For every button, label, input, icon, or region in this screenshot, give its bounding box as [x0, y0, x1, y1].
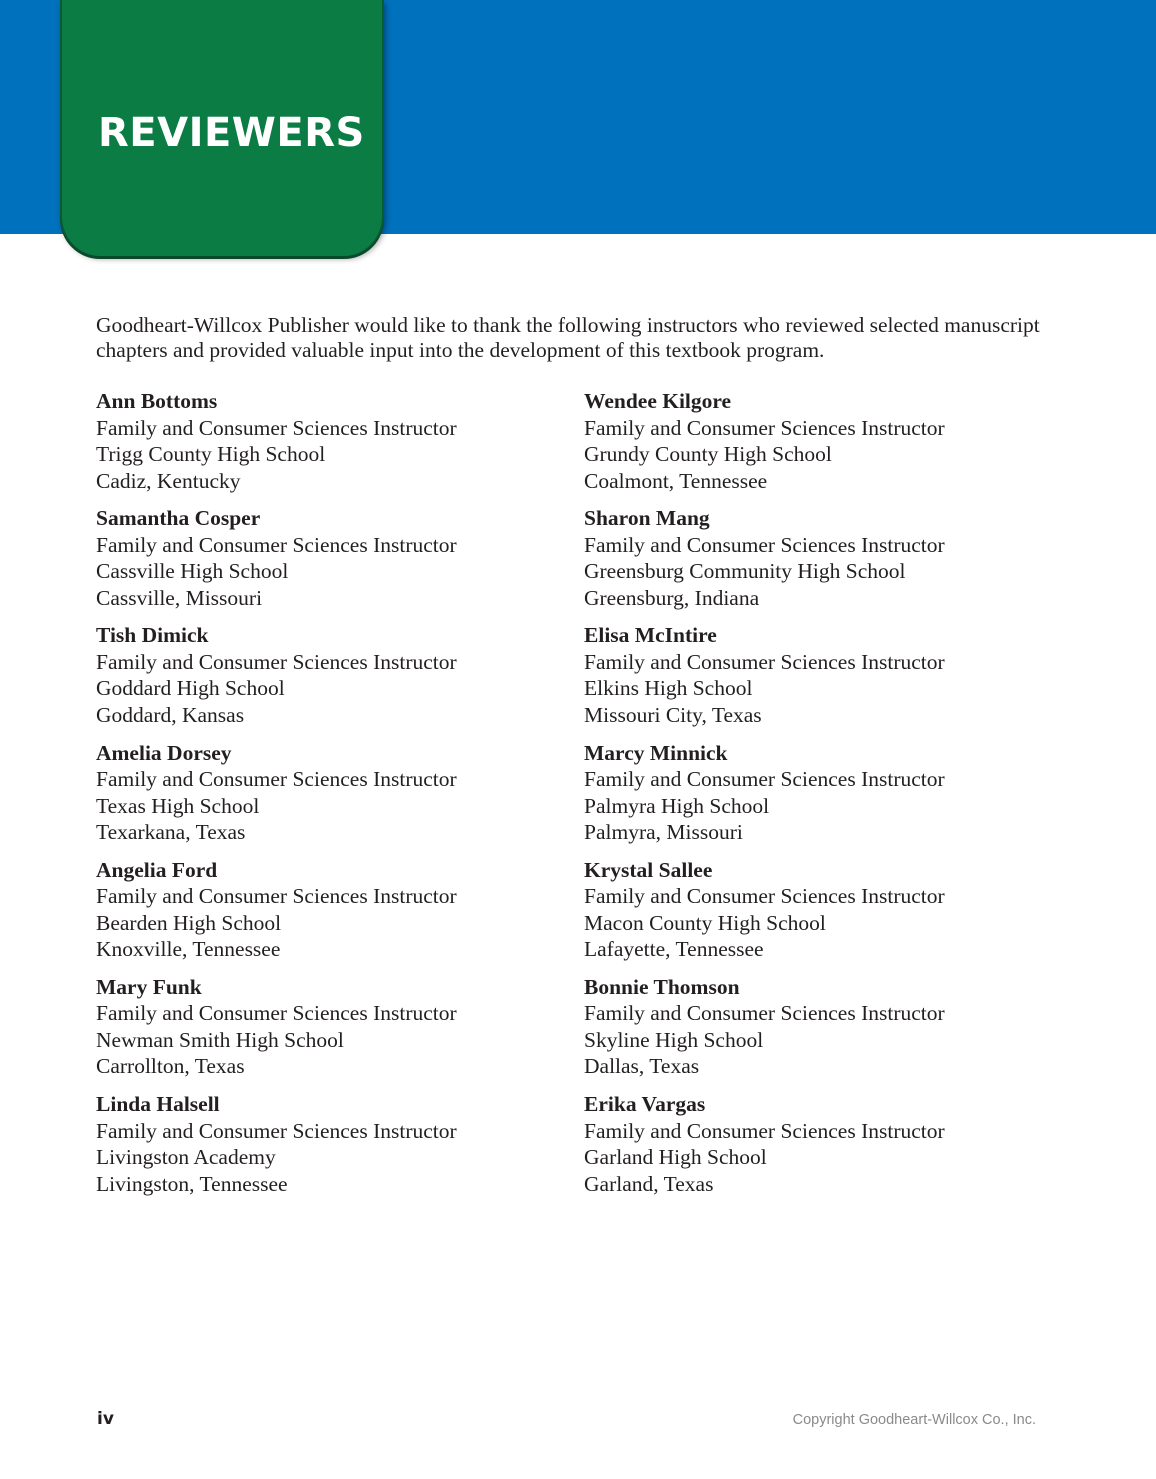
- reviewer-school: Texas High School: [96, 793, 260, 818]
- reviewer-title: Family and Consumer Sciences Instructor: [584, 1118, 945, 1143]
- reviewer-title: Family and Consumer Sciences Instructor: [584, 1001, 945, 1026]
- reviewer-location: Missouri City, Texas: [584, 702, 762, 727]
- reviewer-school: Macon County High School: [584, 910, 826, 935]
- reviewers-right-column: [584, 388, 1054, 1208]
- reviewer-title: Family and Consumer Sciences Instructor: [584, 767, 945, 792]
- reviewer-location: Garland, Texas: [584, 1171, 714, 1196]
- reviewer-location: Livingston, Tennessee: [96, 1171, 288, 1196]
- reviewer-title: Family and Consumer Sciences Instructor: [584, 884, 945, 909]
- copyright-notice: Copyright Goodheart-Willcox Co., Inc.: [792, 1412, 1036, 1428]
- reviewer-name: Amelia Dorsey: [96, 740, 232, 765]
- reviewer-name: Wendee Kilgore: [584, 389, 732, 413]
- reviewer-school: Grundy County High School: [584, 442, 832, 466]
- reviewer-name: Bonnie Thomson: [584, 974, 740, 999]
- intro-paragraph: Goodheart-Willcox Publisher would like to thank the following instructors who reviewed selected manuscript chapters and provided valuable input into the development of this textbook program.: [96, 313, 1040, 362]
- reviewer-school: Goddard High School: [96, 676, 285, 701]
- reviewer-entry: [584, 1091, 1054, 1208]
- reviewer-entry: [96, 857, 566, 974]
- reviewer-school: Elkins High School: [584, 676, 753, 701]
- reviewer-school: Livingston Academy: [96, 1145, 276, 1170]
- reviewer-location: Greensburg, Indiana: [584, 585, 760, 610]
- reviewer-name: Linda Halsell: [96, 1092, 220, 1117]
- page-title: REVIEWERS: [98, 110, 365, 156]
- reviewer-location: Knoxville, Tennessee: [96, 937, 281, 962]
- reviewer-location: Palmyra, Missouri: [584, 820, 743, 845]
- reviewer-title: Family and Consumer Sciences Instructor: [96, 1118, 457, 1143]
- reviewer-school: Palmyra High School: [584, 793, 770, 818]
- reviewer-location: Cassville, Missouri: [96, 585, 263, 610]
- reviewer-school: Garland High School: [584, 1145, 767, 1170]
- reviewer-name: Marcy Minnick: [584, 740, 728, 765]
- reviewer-entry: [584, 740, 1054, 857]
- reviewer-name: Ann Bottoms: [96, 389, 218, 413]
- reviewer-location: Texarkana, Texas: [96, 820, 246, 845]
- reviewer-location: Lafayette, Tennessee: [584, 937, 764, 962]
- reviewer-entry: [584, 857, 1054, 974]
- reviewer-school: Trigg County High School: [96, 442, 326, 466]
- reviewer-entry: [96, 388, 566, 505]
- reviewer-entry: [96, 1091, 566, 1208]
- reviewer-entry: [584, 622, 1054, 739]
- reviewer-name: Elisa McIntire: [584, 623, 717, 648]
- reviewer-title: Family and Consumer Sciences Instructor: [96, 649, 457, 674]
- reviewer-school: Cassville High School: [96, 559, 289, 584]
- reviewer-title: Family and Consumer Sciences Instructor: [96, 532, 457, 557]
- reviewer-school: Skyline High School: [584, 1027, 764, 1052]
- reviewer-entry: [584, 388, 1054, 505]
- reviewer-entry: [96, 622, 566, 739]
- reviewer-location: Cadiz, Kentucky: [96, 468, 241, 493]
- reviewer-entry: [584, 974, 1054, 1091]
- reviewer-school: Bearden High School: [96, 910, 282, 935]
- reviewer-title: Family and Consumer Sciences Instructor: [96, 884, 457, 909]
- reviewer-school: Greensburg Community High School: [584, 559, 906, 584]
- reviewer-school: Newman Smith High School: [96, 1027, 344, 1052]
- reviewer-title: Family and Consumer Sciences Instructor: [96, 1001, 457, 1026]
- title-tab: [60, 0, 384, 256]
- page-number: iv: [97, 1409, 114, 1429]
- reviewer-entry: [96, 505, 566, 622]
- reviewer-location: Goddard, Kansas: [96, 702, 245, 727]
- reviewer-title: Family and Consumer Sciences Instructor: [96, 767, 457, 792]
- reviewer-title: Family and Consumer Sciences Instructor: [584, 532, 945, 557]
- reviewer-location: Dallas, Texas: [584, 1054, 700, 1079]
- reviewer-entry: [584, 505, 1054, 622]
- reviewer-entry: [96, 740, 566, 857]
- reviewer-title: Family and Consumer Sciences Instructor: [584, 649, 945, 674]
- reviewer-name: Samantha Cosper: [96, 506, 261, 531]
- reviewer-name: Angelia Ford: [96, 857, 218, 882]
- reviewer-name: Mary Funk: [96, 974, 202, 999]
- reviewer-entry: [96, 974, 566, 1091]
- reviewer-name: Tish Dimick: [96, 623, 209, 648]
- reviewer-name: Krystal Sallee: [584, 857, 713, 882]
- reviewer-title: Family and Consumer Sciences Instructor: [584, 415, 945, 440]
- reviewer-location: Carrollton, Texas: [96, 1054, 245, 1079]
- reviewer-location: Coalmont, Tennessee: [584, 468, 768, 493]
- reviewers-left-column: [96, 388, 566, 1208]
- reviewer-name: Sharon Mang: [584, 506, 710, 531]
- reviewer-title: Family and Consumer Sciences Instructor: [96, 415, 457, 440]
- reviewer-name: Erika Vargas: [584, 1092, 706, 1117]
